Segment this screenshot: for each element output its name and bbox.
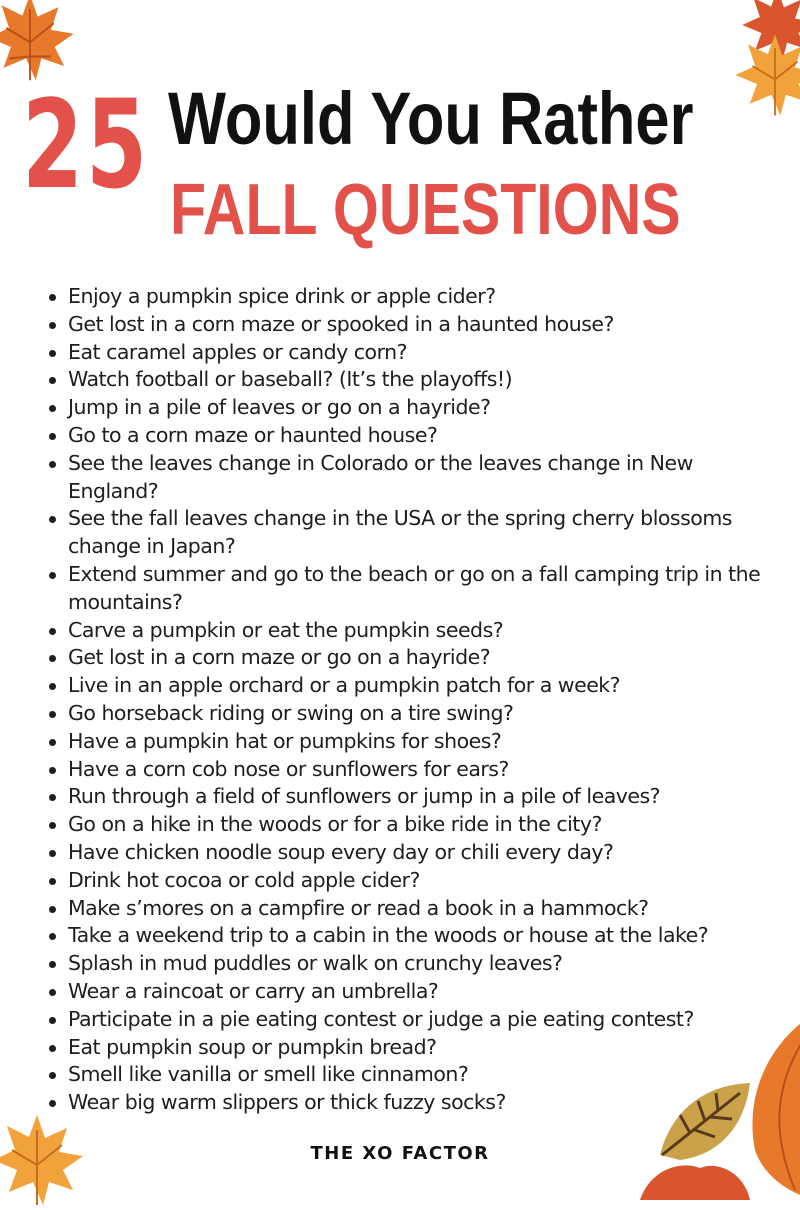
list-item: Go on a hike in the woods or for a bike ride in the city? <box>68 811 788 839</box>
list-item: Make s’mores on a campfire or read a book in a hammock? <box>68 895 788 923</box>
list-item: Enjoy a pumpkin spice drink or apple cider? <box>68 283 788 311</box>
question-count: 25 <box>22 74 151 216</box>
list-item: Have a pumpkin hat or pumpkins for shoes? <box>68 728 788 756</box>
list-item: Watch football or baseball? (It’s the playoffs!) <box>68 366 788 394</box>
list-item: Have a corn cob nose or sunflowers for ears? <box>68 756 788 784</box>
title-block <box>0 74 800 268</box>
list-item: Run through a field of sunflowers or jump in a pile of leaves? <box>68 783 788 811</box>
list-item: Get lost in a corn maze or go on a hayride? <box>68 644 788 672</box>
list-item: Jump in a pile of leaves or go on a hayride? <box>68 394 788 422</box>
page-subtitle: FALL QUESTIONS <box>170 170 681 250</box>
list-item: Eat pumpkin soup or pumpkin bread? <box>68 1034 788 1062</box>
list-item: Have chicken noodle soup every day or chili every day? <box>68 839 788 867</box>
page-title: Would You Rather <box>168 77 694 160</box>
list-item: See the fall leaves change in the USA or the spring cherry blossoms change in Japan? <box>68 505 788 561</box>
list-item: Participate in a pie eating contest or judge a pie eating contest? <box>68 1006 788 1034</box>
brand-footer: THE XO FACTOR <box>310 1143 490 1164</box>
list-item: Drink hot cocoa or cold apple cider? <box>68 867 788 895</box>
list-item: Get lost in a corn maze or spooked in a haunted house? <box>68 311 788 339</box>
question-list <box>68 283 788 1117</box>
list-item: Go to a corn maze or haunted house? <box>68 422 788 450</box>
list-item: Wear big warm slippers or thick fuzzy socks? <box>68 1089 788 1117</box>
list-item: Carve a pumpkin or eat the pumpkin seeds? <box>68 617 788 645</box>
list-item: Go horseback riding or swing on a tire swing? <box>68 700 788 728</box>
list-item: Splash in mud puddles or walk on crunchy leaves? <box>68 950 788 978</box>
list-item: Eat caramel apples or candy corn? <box>68 339 788 367</box>
list-item: Extend summer and go to the beach or go on a fall camping trip in the mountains? <box>68 561 788 617</box>
list-item: See the leaves change in Colorado or the leaves change in New England? <box>68 450 788 506</box>
maple-leaf-icon <box>640 1160 750 1200</box>
maple-leaf-icon <box>0 0 80 85</box>
list-item: Wear a raincoat or carry an umbrella? <box>68 978 788 1006</box>
list-item: Live in an apple orchard or a pumpkin patch for a week? <box>68 672 788 700</box>
list-item: Smell like vanilla or smell like cinnamon? <box>68 1061 788 1089</box>
list-item: Take a weekend trip to a cabin in the woods or house at the lake? <box>68 922 788 950</box>
